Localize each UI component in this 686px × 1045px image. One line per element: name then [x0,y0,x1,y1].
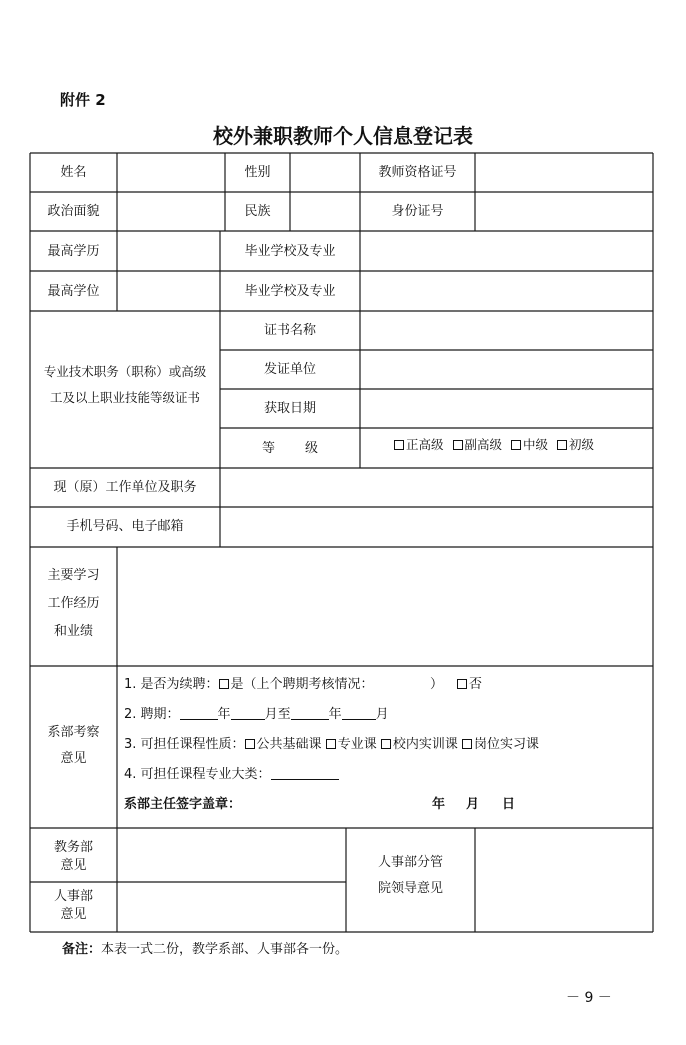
course-category-question: 4. 可担任课程专业大类： [124,767,339,783]
level-option-vice-senior[interactable]: 副高级 [453,437,503,452]
field-obtain-date[interactable] [361,390,652,427]
field-work-unit[interactable] [221,469,652,506]
previous-assessment-field[interactable] [380,676,430,692]
label-academic-opinion-line2: 意见 [60,858,87,873]
checkbox-icon [245,739,255,749]
field-grad-school-major-1[interactable] [361,232,652,270]
label-issuer: 发证单位 [263,362,316,377]
term-end-month-blank[interactable] [342,707,376,720]
label-experience-line1: 主要学习 [47,568,100,583]
field-highest-degree[interactable] [118,272,219,310]
page-number: － 9 － [566,990,612,1006]
label-grad-school-major-2: 毕业学校及专业 [244,284,336,299]
field-hr-leader-opinion[interactable] [476,829,652,931]
label-hr-leader-line1: 人事部分管 [377,855,443,870]
label-experience-line3: 和业绩 [53,624,93,639]
label-level-1: 等 [262,441,276,456]
checkbox-icon [326,739,336,749]
renewal-close-paren: ） [430,677,444,692]
signature-date-day: 日 [502,797,516,812]
label-cert-section-line2: 工及以上职业技能等级证书 [49,390,200,405]
course-type-campus-training[interactable]: 校内实训课 [381,737,458,752]
level-option-junior[interactable]: 初级 [557,437,594,452]
checkbox-icon [219,679,229,689]
checkbox-icon [557,440,567,450]
label-hr-opinion-line1: 人事部 [53,889,93,904]
label-hr-opinion-line2: 意见 [60,907,87,922]
label-work-unit: 现（原）工作单位及职务 [53,480,197,495]
checkbox-icon [381,739,391,749]
note: 备注：本表一式二份，教学系部、人事部各一份。 [62,942,349,957]
level-option-intermediate[interactable]: 中级 [511,437,548,452]
label-phone-email: 手机号码、电子邮箱 [66,519,184,534]
label-academic-opinion-line1: 教务部 [53,840,93,855]
term-start-year-blank[interactable] [180,707,218,720]
renewal-no-option[interactable]: 否 [457,677,482,693]
label-obtain-date: 获取日期 [263,401,316,416]
label-id-no: 身份证号 [391,204,444,219]
attachment-label: 附件 2 [60,91,106,109]
term-end-year-blank[interactable] [291,707,329,720]
label-grad-school-major-1: 毕业学校及专业 [244,244,336,259]
field-political-status[interactable] [118,193,224,230]
field-experience[interactable] [118,548,652,665]
label-ethnicity: 民族 [244,204,271,219]
field-phone-email[interactable] [221,508,652,546]
label-cert-section-line1: 专业技术职务（职称）或高级 [43,364,207,379]
renewal-question: 1. 是否为续聘： 是（上个聘期考核情况： [124,677,374,692]
checkbox-icon [394,440,404,450]
field-cert-name[interactable] [361,312,652,349]
label-dept-opinion-line1: 系部考察 [47,725,100,740]
dept-head-signature-field[interactable] [250,794,410,814]
term-start-month-blank[interactable] [231,707,265,720]
form-title: 校外兼职教师个人信息登记表 [213,124,473,148]
level-option-senior[interactable]: 正高级 [394,437,444,452]
level-options [394,437,594,453]
field-highest-education[interactable] [118,232,219,270]
dept-head-signature-label: 系部主任签字盖章： [124,797,242,812]
label-cert-name: 证书名称 [263,323,316,338]
label-hr-leader-line2: 院领导意见 [377,881,443,896]
field-issuer[interactable] [361,351,652,388]
checkbox-icon [511,440,521,450]
field-grad-school-major-2[interactable] [361,272,652,310]
field-teacher-cert-no[interactable] [476,154,652,191]
field-name[interactable] [118,154,224,191]
course-type-public-basic[interactable]: 公共基础课 [245,737,322,752]
label-name: 姓名 [60,165,87,180]
signature-date-month: 月 [466,797,480,812]
checkbox-icon [453,440,463,450]
course-type-internship[interactable]: 岗位实习课 [462,737,539,752]
label-highest-degree: 最高学位 [47,284,100,299]
field-id-no[interactable] [476,193,652,230]
term-question: 2. 聘期： 年 月至 年 月 [124,707,389,722]
checkbox-icon [457,679,467,689]
label-experience-line2: 工作经历 [47,596,100,611]
course-category-blank[interactable] [271,767,339,780]
field-hr-opinion[interactable] [118,883,345,931]
label-teacher-cert-no: 教师资格证号 [378,165,457,180]
field-ethnicity[interactable] [291,193,359,230]
field-gender[interactable] [291,154,359,191]
field-academic-opinion[interactable] [118,829,345,881]
label-gender: 性别 [244,165,271,180]
checkbox-icon [462,739,472,749]
label-level-2: 级 [305,441,319,456]
renewal-yes-option[interactable]: 是（上个聘期考核情况： [219,677,374,692]
label-political-status: 政治面貌 [47,204,100,219]
label-dept-opinion-line2: 意见 [60,751,87,766]
signature-date-year: 年 [432,797,446,812]
course-type-question: 3. 可担任课程性质： 公共基础课 专业课 校内实训课 岗位实习课 [124,737,540,752]
label-highest-education: 最高学历 [47,244,100,259]
course-type-major[interactable]: 专业课 [326,737,377,752]
